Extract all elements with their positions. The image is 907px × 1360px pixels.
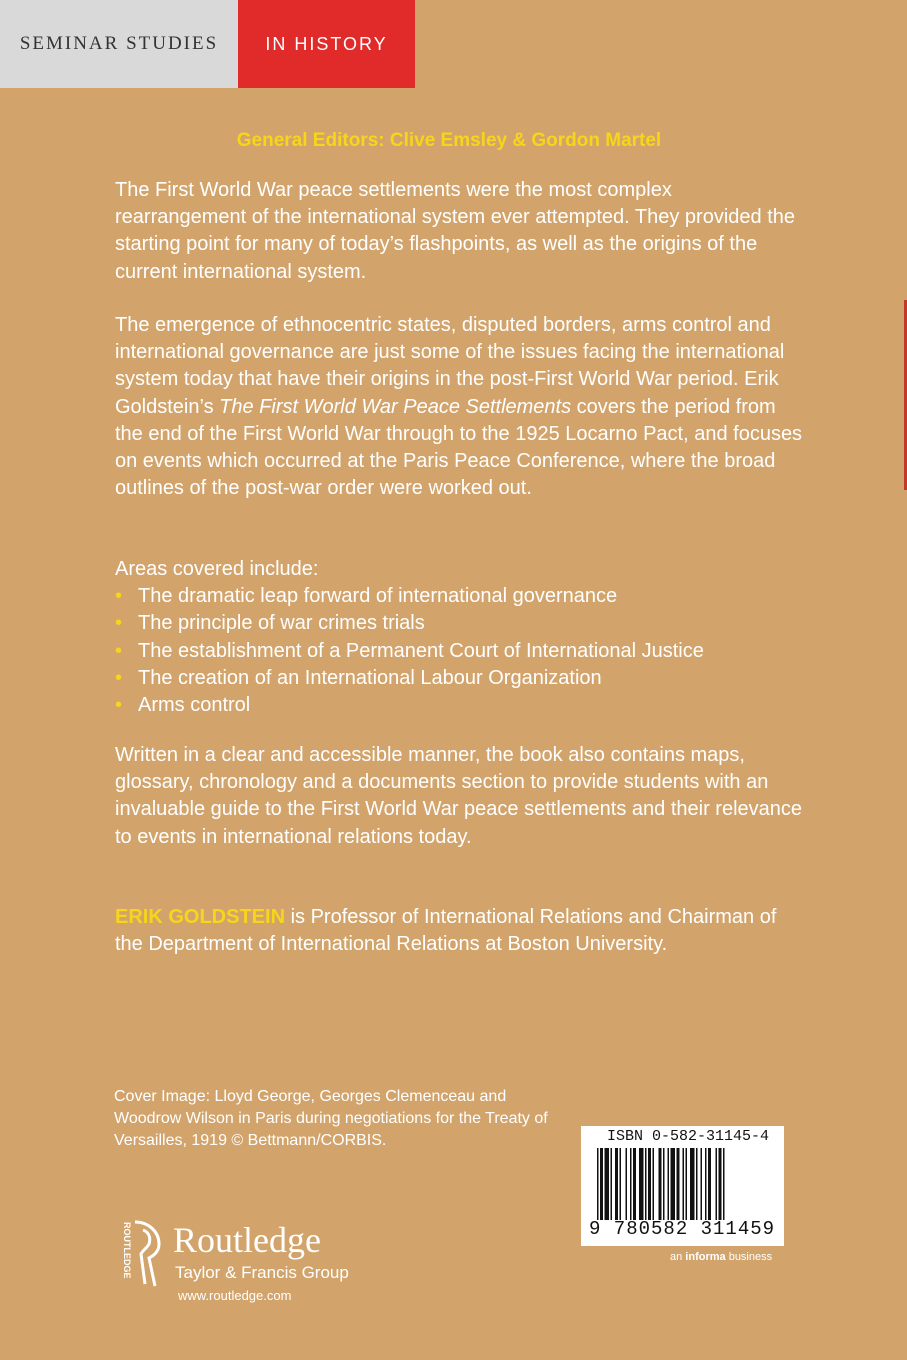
- author-bio-text: is Professor of International Relations and Chairman of the Department of International Relations at Boston University.: [115, 906, 777, 956]
- barcode-bar: [683, 1148, 685, 1220]
- barcode-bar: [659, 1148, 662, 1220]
- barcode-bar: [633, 1148, 636, 1220]
- barcode-bar: [626, 1148, 628, 1220]
- intro-paragraph: The First World War peace settlements were the most complex rearrangement of the international system ever attempted. They provided the starting point for many of today’s flashpoints, as well as the origins of the current international system.: [115, 179, 796, 283]
- informa-suffix: business: [725, 1251, 773, 1263]
- list-item: [115, 638, 805, 665]
- barcode-bar: [611, 1148, 613, 1220]
- barcode-icon: [597, 1148, 769, 1220]
- list-item: [115, 665, 805, 692]
- barcode-bar: [648, 1148, 651, 1220]
- series-sublabel: IN HISTORY: [238, 0, 415, 88]
- series-label: SEMINAR STUDIES: [0, 0, 238, 88]
- informa-brand: informa: [685, 1251, 726, 1263]
- areas-intro: Areas covered include:: [115, 558, 319, 580]
- informa-prefix: an: [670, 1251, 686, 1263]
- publisher-name: Routledge: [173, 1220, 321, 1260]
- summary-text-before: The emergence of ethnocentric states, disputed borders, arms control and international governance are just some of the issues facing the international system today that have their origins in the post-First World War period. Erik Goldstein’s: [115, 314, 785, 418]
- barcode-bar: [696, 1148, 698, 1220]
- general-editors: General Editors: Clive Emsley & Gordon Martel: [236, 130, 662, 151]
- summary-paragraph: [115, 312, 805, 502]
- bullet-icon: •: [115, 585, 123, 608]
- logo-mark-text: ROUTLEDGE: [122, 1222, 132, 1279]
- barcode-bar: [645, 1148, 647, 1220]
- book-title: The First World War Peace Settlements: [219, 395, 572, 418]
- list-item-text: Arms control: [138, 694, 251, 717]
- list-item-text: The dramatic leap forward of international governance: [138, 585, 618, 608]
- barcode-bar: [620, 1148, 622, 1220]
- informa-tagline: [670, 1251, 772, 1263]
- summary-text-after: covers the period from the end of the First World War through to the 1925 Locarno Pact, and focuses on events which occurred at the Paris Peace Conference, where the broad outlines of the post-war order were worked out.: [115, 395, 803, 500]
- isbn-barcode: [581, 1126, 784, 1246]
- barcode-bar: [716, 1148, 718, 1220]
- barcode-bar: [690, 1148, 695, 1220]
- list-item-text: The principle of war crimes trials: [138, 612, 425, 635]
- barcode-bar: [605, 1148, 610, 1220]
- barcode-bar: [723, 1148, 725, 1220]
- barcode-bar: [701, 1148, 703, 1220]
- barcode-bar: [686, 1148, 688, 1220]
- bullet-icon: •: [115, 612, 123, 635]
- author-bio: [115, 904, 805, 958]
- cover-image-credit: Cover Image: Lloyd George, Georges Clemenceau and Woodrow Wilson in Paris during negotiations for the Treaty of Versailles, 1919 © Bettmann/CORBIS.: [114, 1088, 548, 1149]
- routledge-logo-icon: [115, 1218, 165, 1290]
- list-item: [115, 583, 805, 610]
- series-banner: [0, 0, 415, 88]
- isbn-digits: 9 780582 311459: [589, 1218, 776, 1240]
- publisher-url: www.routledge.com: [178, 1288, 292, 1303]
- areas-list: [115, 583, 805, 719]
- barcode-bar: [630, 1148, 632, 1220]
- barcode-bar: [639, 1148, 644, 1220]
- barcode-bar: [600, 1148, 603, 1220]
- barcode-bar: [615, 1148, 618, 1220]
- publisher-logo: [115, 1218, 375, 1308]
- barcode-bar: [671, 1148, 676, 1220]
- list-item-text: The creation of an International Labour Organization: [138, 666, 602, 689]
- barcode-bar: [708, 1148, 711, 1220]
- features-paragraph: Written in a clear and accessible manner, the book also contains maps, glossary, chronology and a documents section to provide students with an invaluable guide to the First World War peace settlements and their relevance to events in international relations today.: [115, 744, 803, 848]
- barcode-bar: [653, 1148, 655, 1220]
- barcode-bar: [705, 1148, 707, 1220]
- barcode-bar: [719, 1148, 722, 1220]
- bullet-icon: •: [115, 639, 123, 662]
- list-item: [115, 692, 805, 719]
- barcode-bar: [677, 1148, 680, 1220]
- author-name: ERIK GOLDSTEIN: [115, 906, 286, 928]
- bullet-icon: •: [115, 694, 123, 717]
- isbn-label: ISBN 0-582-31145-4: [607, 1128, 770, 1145]
- barcode-bar: [668, 1148, 670, 1220]
- publisher-group: Taylor & Francis Group: [175, 1263, 349, 1282]
- barcode-bar: [597, 1148, 599, 1220]
- barcode-bar: [663, 1148, 665, 1220]
- list-item-text: The establishment of a Permanent Court of International Justice: [138, 639, 704, 662]
- list-item: [115, 610, 805, 637]
- bullet-icon: •: [115, 666, 123, 689]
- areas-covered: [115, 556, 805, 719]
